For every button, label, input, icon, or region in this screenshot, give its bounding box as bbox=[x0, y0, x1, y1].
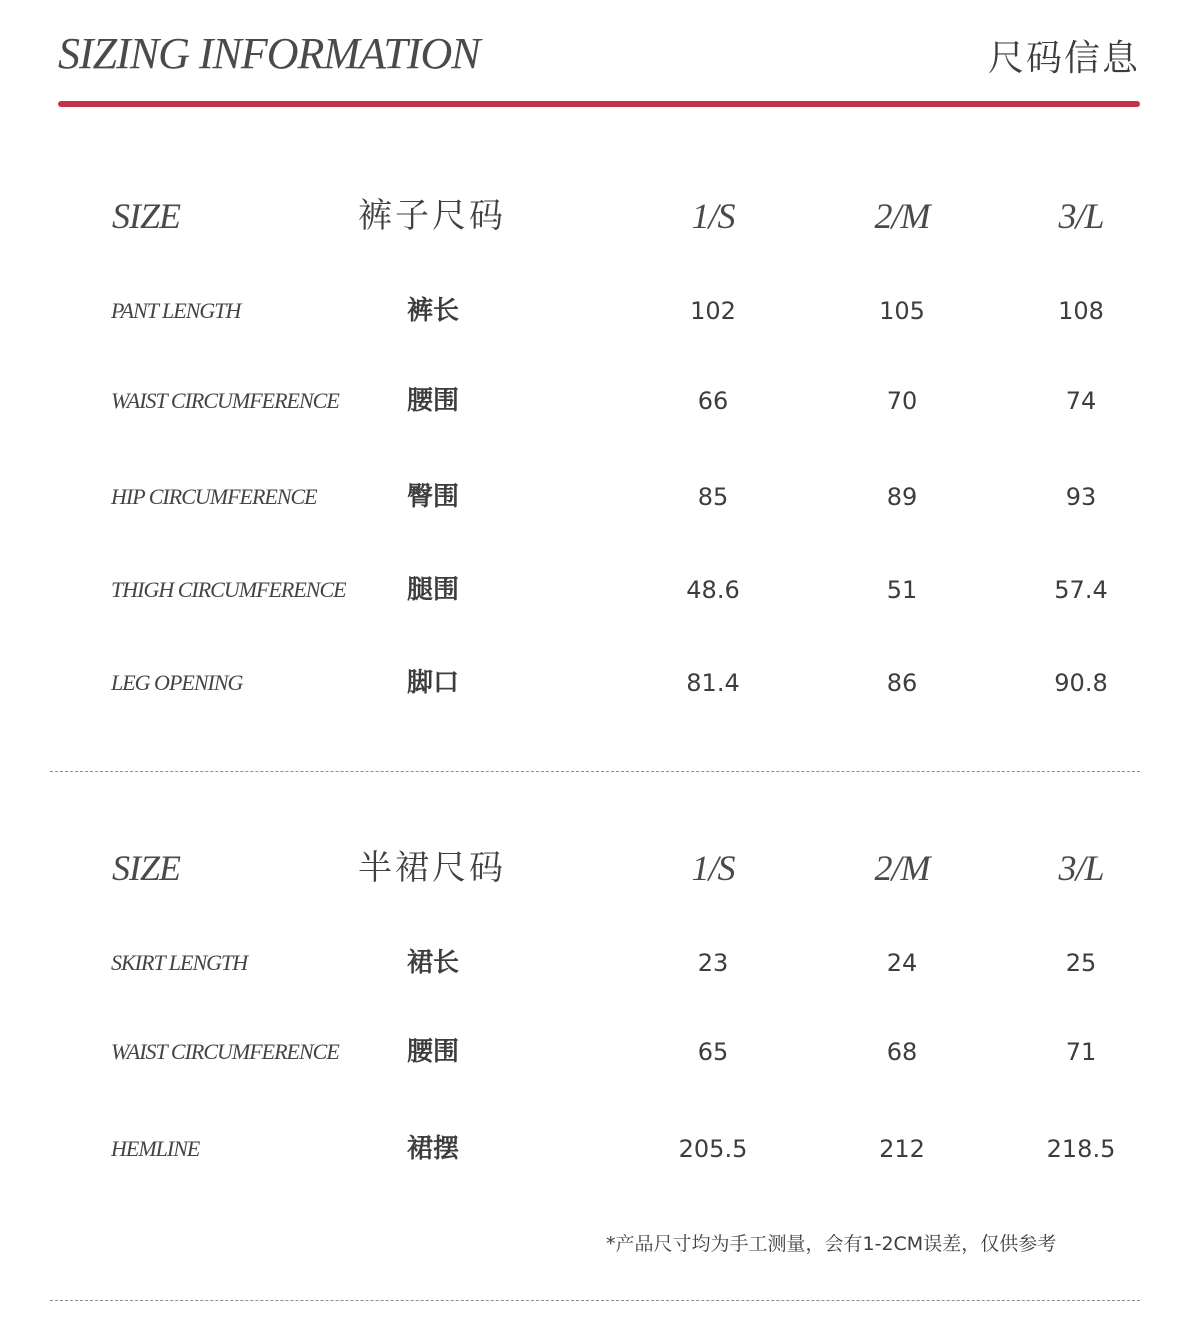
header-divider bbox=[58, 101, 1140, 107]
row-label-cn: 裙摆 bbox=[406, 1134, 459, 1164]
row-label-cn: 腿围 bbox=[406, 575, 459, 605]
size-column-header: 3/L bbox=[1058, 196, 1104, 236]
table-cell: 108 bbox=[1058, 297, 1104, 325]
table-cell: 74 bbox=[1065, 387, 1097, 415]
table-row bbox=[0, 1129, 1200, 1169]
table-cell: 68 bbox=[886, 1038, 918, 1066]
table-cell: 105 bbox=[879, 297, 925, 325]
measurement-footnote: *产品尺寸均为手工测量，会有1-2CM误差，仅供参考 bbox=[606, 1233, 1057, 1255]
table-row bbox=[0, 381, 1200, 421]
row-label-cn: 腰围 bbox=[406, 1037, 459, 1067]
table-row bbox=[0, 291, 1200, 331]
table-cell: 25 bbox=[1065, 949, 1097, 977]
table-cell: 23 bbox=[697, 949, 729, 977]
size-column-header: 2/M bbox=[874, 848, 930, 888]
table-title-cn: 半裙尺码 bbox=[358, 848, 506, 888]
table-cell: 70 bbox=[886, 387, 918, 415]
table-row bbox=[0, 943, 1200, 983]
table-cell: 51 bbox=[886, 576, 918, 604]
row-label-cn: 腰围 bbox=[406, 386, 459, 416]
size-column-header: 2/M bbox=[874, 196, 930, 236]
table-cell: 48.6 bbox=[686, 576, 740, 604]
row-label-en: WAIST CIRCUMFERENCE bbox=[111, 1039, 339, 1064]
row-label-en: PANT LENGTH bbox=[111, 298, 241, 323]
size-header-label: SIZE bbox=[112, 848, 180, 888]
row-label-en: HEMLINE bbox=[111, 1136, 200, 1161]
table-row bbox=[0, 570, 1200, 610]
table-cell: 85 bbox=[697, 483, 729, 511]
table-row bbox=[0, 663, 1200, 703]
table-title-cn: 裤子尺码 bbox=[358, 196, 506, 236]
table-cell: 71 bbox=[1065, 1038, 1097, 1066]
table-cell: 102 bbox=[690, 297, 736, 325]
page-title: SIZING INFORMATION bbox=[58, 29, 480, 78]
table-cell: 205.5 bbox=[678, 1135, 748, 1163]
page-title-cn: 尺码信息 bbox=[987, 38, 1140, 79]
row-label-en: THIGH CIRCUMFERENCE bbox=[111, 577, 346, 602]
table-cell: 86 bbox=[886, 669, 918, 697]
table-cell: 57.4 bbox=[1054, 576, 1108, 604]
row-label-cn: 臀围 bbox=[406, 482, 459, 512]
table-cell: 90.8 bbox=[1054, 669, 1108, 697]
table-cell: 212 bbox=[879, 1135, 925, 1163]
table-cell: 81.4 bbox=[686, 669, 740, 697]
row-label-cn: 裤长 bbox=[406, 296, 459, 326]
row-label-en: HIP CIRCUMFERENCE bbox=[111, 484, 317, 509]
table-row bbox=[0, 477, 1200, 517]
size-column-header: 3/L bbox=[1058, 848, 1104, 888]
row-label-cn: 裙长 bbox=[406, 948, 459, 978]
size-header-label: SIZE bbox=[112, 196, 180, 236]
table-cell: 65 bbox=[697, 1038, 729, 1066]
table-header-row bbox=[0, 196, 1200, 236]
table-cell: 89 bbox=[886, 483, 918, 511]
size-column-header: 1/S bbox=[691, 848, 735, 888]
row-label-en: LEG OPENING bbox=[111, 670, 243, 695]
table-header-row bbox=[0, 848, 1200, 888]
table-cell: 218.5 bbox=[1046, 1135, 1116, 1163]
table-row bbox=[0, 1032, 1200, 1072]
table-cell: 93 bbox=[1065, 483, 1097, 511]
row-label-en: SKIRT LENGTH bbox=[111, 950, 248, 975]
row-label-cn: 脚口 bbox=[406, 668, 459, 698]
row-label-en: WAIST CIRCUMFERENCE bbox=[111, 388, 339, 413]
section-divider bbox=[50, 1300, 1140, 1301]
section-divider bbox=[50, 771, 1140, 772]
table-cell: 24 bbox=[886, 949, 918, 977]
table-cell: 66 bbox=[697, 387, 729, 415]
size-column-header: 1/S bbox=[691, 196, 735, 236]
